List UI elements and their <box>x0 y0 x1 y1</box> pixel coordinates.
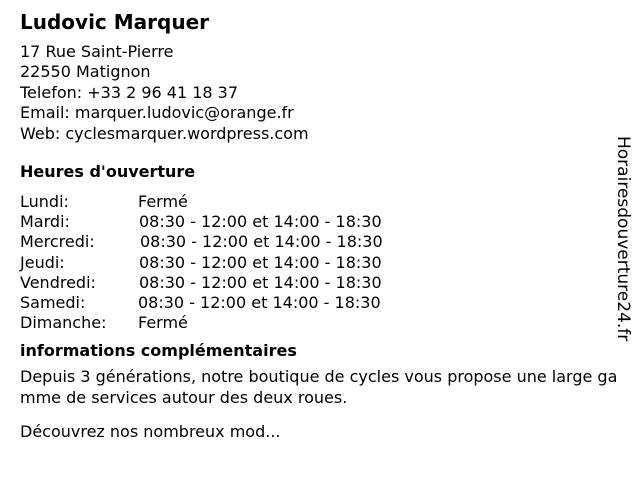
day-label: Dimanche: <box>20 313 107 333</box>
business-card <box>20 8 632 442</box>
site-watermark: Horairesdouverture24.fr <box>613 136 633 342</box>
hours-row-wednesday <box>20 232 632 252</box>
hours-row-saturday <box>20 293 632 313</box>
hours-row-friday <box>20 273 632 293</box>
opening-hours-heading: Heures d'ouverture <box>20 162 196 182</box>
additional-info-heading: informations complémentaires <box>20 341 297 361</box>
hours-row-tuesday <box>20 212 632 232</box>
day-hours: Fermé <box>138 313 188 333</box>
day-hours: 08:30 - 12:00 et 14:00 - 18:30 <box>138 292 381 312</box>
email-line: Email: marquer.ludovic@orange.fr <box>20 103 294 123</box>
business-name: Ludovic Marquer <box>20 10 209 34</box>
day-hours: 08:30 - 12:00 et 14:00 - 18:30 <box>140 232 383 252</box>
day-label: Jeudi: <box>20 252 65 272</box>
day-label: Lundi: <box>20 192 69 212</box>
hours-row-thursday <box>20 253 632 273</box>
day-hours: Fermé <box>138 192 188 212</box>
day-label: Mardi: <box>20 212 70 232</box>
opening-hours-list <box>20 192 632 333</box>
day-hours: 08:30 - 12:00 et 14:00 - 18:30 <box>139 252 382 272</box>
description-teaser: Découvrez nos nombreux mod... <box>20 422 281 442</box>
business-description: Depuis 3 générations, notre boutique de cycles vous propose une large gamme de services autour des deux roues. <box>20 367 618 407</box>
phone-line: Telefon: +33 2 96 41 18 37 <box>20 82 239 102</box>
hours-row-sunday <box>20 313 632 333</box>
hours-row-monday <box>20 192 632 212</box>
day-label: Samedi: <box>20 292 86 312</box>
website-line: Web: cyclesmarquer.wordpress.com <box>20 123 309 143</box>
day-label: Vendredi: <box>20 272 96 292</box>
address-city: 22550 Matignon <box>20 62 151 82</box>
address-street: 17 Rue Saint-Pierre <box>20 42 174 61</box>
day-hours: 08:30 - 12:00 et 14:00 - 18:30 <box>139 272 382 292</box>
day-label: Mercredi: <box>20 232 95 252</box>
day-hours: 08:30 - 12:00 et 14:00 - 18:30 <box>139 212 382 232</box>
